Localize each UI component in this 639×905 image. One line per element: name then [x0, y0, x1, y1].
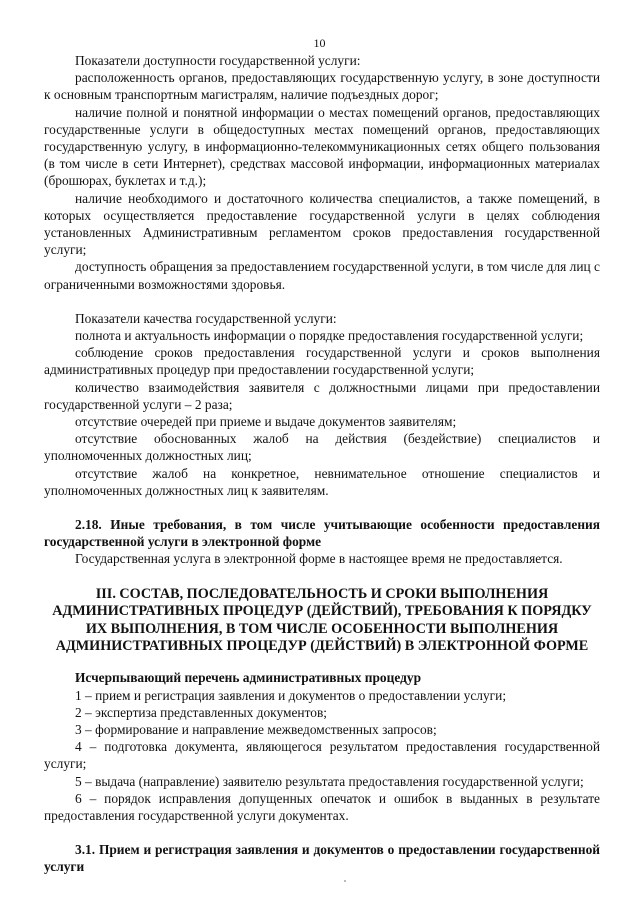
procedure-item: 5 – выдача (направление) заявителю результата предоставления государственной услуги; [75, 773, 584, 789]
scan-speck [344, 880, 346, 882]
procedure-item: 2 – экспертиза представленных документов; [75, 704, 328, 720]
availability-item: расположенность органов, предоставляющих государственную услугу, в зоне доступности к основным транспортным магистралям, наличие подъездных дорог; [44, 70, 600, 103]
procedure-item: 4 – подготовка документа, являющегося результатом предоставления государственной услуги; [44, 739, 600, 772]
quality-item: отсутствие очередей при приеме и выдаче документов заявителям; [75, 414, 457, 430]
availability-title: Показатели доступности государственной услуги: [75, 53, 361, 68]
procedure-item: 3 – формирование и направление межведомственных запросов; [75, 721, 437, 737]
quality-item: количество взаимодействия заявителя с должностными лицами при предоставлении государственной услуги – 2 раза; [44, 379, 600, 412]
subsection-3-1-title: 3.1. Прием и регистрация заявления и документов о предоставлении государственной услуги [44, 842, 600, 875]
quality-item: соблюдение сроков предоставления государственной услуги и сроков выполнения административных процедур при предоставлении государственной услуги; [44, 345, 600, 378]
quality-item: отсутствие обоснованных жалоб на действия (бездействие) специалистов и уполномоченных должностных лиц; [44, 431, 600, 464]
page-number: 10 [313, 36, 326, 50]
procedure-item: 1 – прием и регистрация заявления и документов о предоставлении услуги; [75, 687, 507, 703]
procedure-item: 6 – порядок исправления допущенных опечаток и ошибок в выданных в результате предоставления государственной услуги документах. [44, 790, 600, 823]
availability-item: доступность обращения за предоставлением государственной услуги, в том числе для лиц с ограниченными возможностями здоровья. [44, 259, 600, 292]
procedures-list-title: Исчерпывающий перечень административных процедур [75, 670, 422, 686]
quality-item: полнота и актуальность информации о порядке предоставления государственной услуги; [75, 328, 584, 344]
page-content [44, 52, 600, 876]
section-3-heading: III. СОСТАВ, ПОСЛЕДОВАТЕЛЬНОСТЬ И СРОКИ ВЫПОЛНЕНИЯ АДМИНИСТРАТИВНЫХ ПРОЦЕДУР (ДЕЙСТВИЙ), ТРЕБОВАНИЯ К ПОРЯДКУ ИХ ВЫПОЛНЕНИЯ, В ТОМ ЧИСЛЕ ОСОБЕННОСТИ ВЫПОЛНЕНИЯ АДМИНИСТРАТИВНЫХ ПРОЦЕДУР (ДЕЙСТВИЙ) В ЭЛЕКТРОННОЙ ФОРМЕ [52, 585, 592, 654]
availability-item: наличие полной и понятной информации о местах помещений органов, предоставляющих государственные услуги в общедоступных местах помещений органов, предоставляющих государственную услугу, в информационно-телекоммуникационных сетях общего пользования (в том числе в сети Интернет), средствах массовой информации, информационных материалах (брошюрах, буклетах и т.д.); [44, 104, 600, 189]
quality-title: Показатели качества государственной услуги: [75, 310, 337, 326]
section-2-18-text: Государственная услуга в электронной форме в настоящее время не предоставляется. [75, 551, 563, 567]
availability-item: наличие необходимого и достаточного количества специалистов, а также помещений, в которых осуществляется предоставление государственной услуги в целях соблюдения установленных Административным регламентом сроков предоставления государственной услуги; [44, 190, 600, 258]
quality-item: отсутствие жалоб на конкретное, невнимательное отношение специалистов и уполномоченных должностных лиц к заявителям. [44, 465, 600, 498]
section-2-18-title: 2.18. Иные требования, в том числе учитывающие особенности предоставления государственной услуги в электронной форме [44, 517, 600, 550]
